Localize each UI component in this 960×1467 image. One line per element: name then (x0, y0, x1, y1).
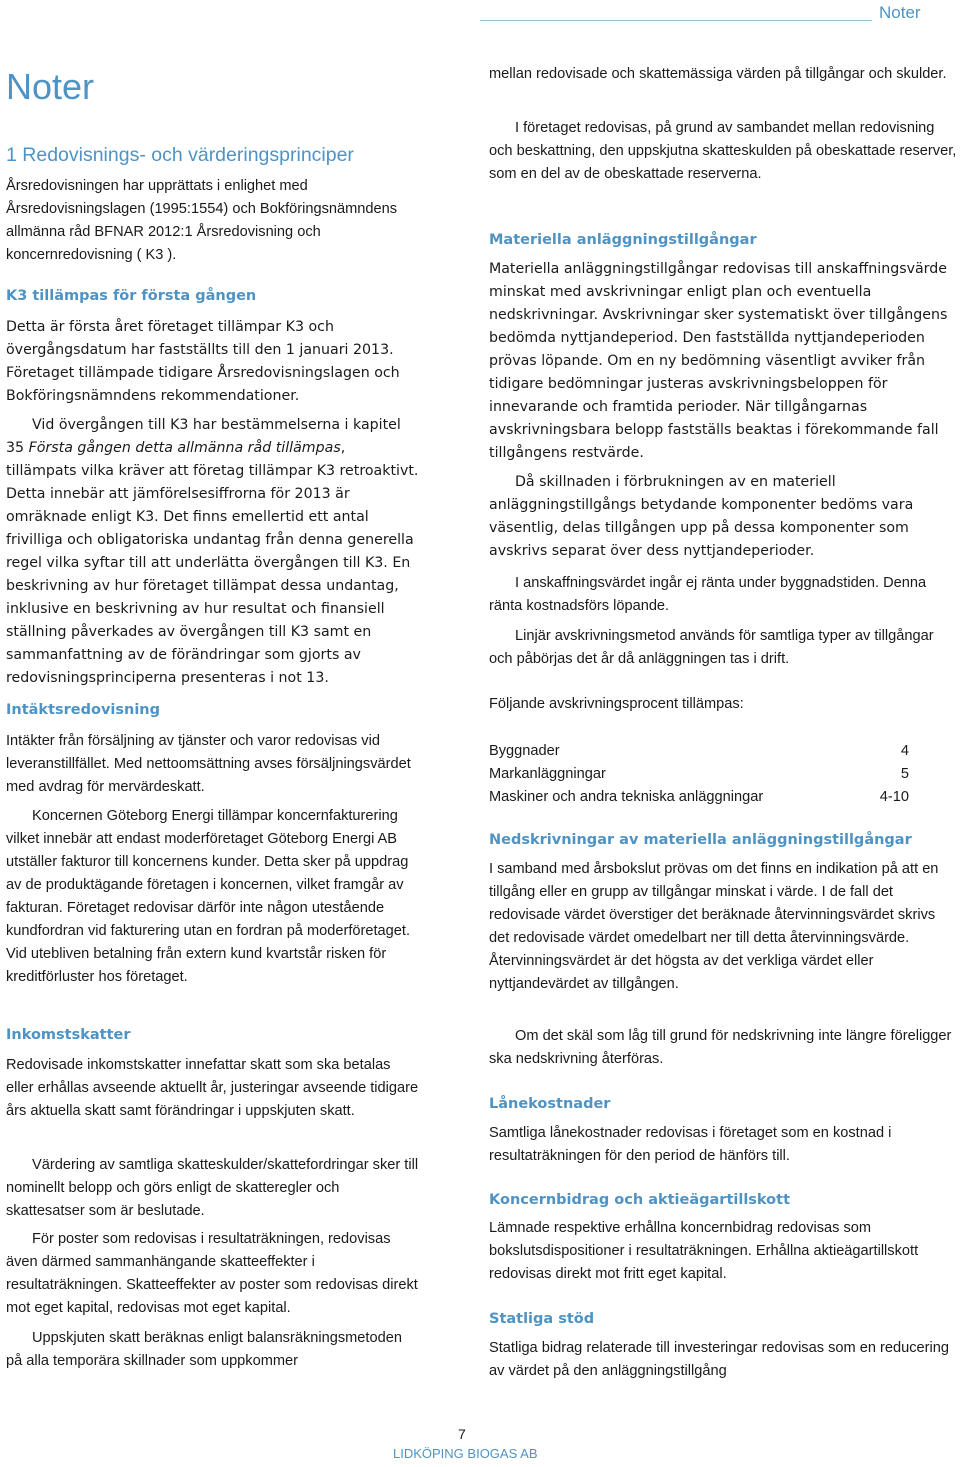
page-title: Noter (6, 66, 95, 107)
skatt-paragraph-4: Uppskjuten skatt beräknas enligt balansräkningsmetoden på alla temporära skillnader som uppkommer (6, 1330, 402, 1369)
table-row (489, 762, 909, 785)
k3-paragraph-1: Detta är första året företaget tillämpar K3 och övergångsdatum har fastställts till den 1 januari 2013. Företaget tillämpade tidigare Årsredovisningslagen och Bokföringsnämndens rekommendationer. (6, 319, 400, 404)
nedskrivning-paragraph-1: I samband med årsbokslut prövas om det finns en indikation på att en tillgång eller en grupp av tillgångar minskat i värde. I de fall det redovisade värdet överstiger det beräknade återvinningsvärdet skrivs det redovisade värdet omedelbart ner till detta återvinningsvärde. Återvinningsvärdet är det högsta av det verkliga värdet eller nyttjandevärdet av tillgången. (489, 861, 939, 992)
skatt-paragraph-2: Värdering av samtliga skatteskulder/skattefordringar sker till nominellt belopp och görs enligt de skatteregler och skattesatser som är beslutade. (6, 1157, 419, 1219)
statliga-heading: Statliga stöd (489, 1311, 595, 1327)
nedskrivning-paragraph-2: Om det skäl som låg till grund för nedskrivning inte längre föreligger ska nedskrivning återföras. (489, 1028, 952, 1067)
statliga-paragraph: Statliga bidrag relaterade till investeringar redovisas som en reducering av värdet på den anläggningstillgång (489, 1340, 949, 1379)
materiella-paragraph-2: Då skillnaden i förbrukningen av en materiell anläggningstillgångs betydande komponenter bedöms vara väsentlig, delas tillgången upp på dessa komponenter som avskrivs separat över dess nyttjandeperioder. (489, 474, 914, 559)
depreciation-table (489, 739, 909, 808)
rate-value: 4-10 (879, 788, 909, 805)
intakt-paragraph-2: Koncernen Göteborg Energi tillämpar koncernfakturering vilket innebär att endast moderföretaget Göteborg Energi AB utställer fakturor till koncernens kunder. Detta sker på uppdrag av de produktägande företagen i koncernen, vilket framgår av fakturan. Företaget redovisar därför inte någon utestående kundfordran vid fakturering utan en fordran på moderföretaget. Vid utebliven betalning från extern kund kvartstår risken för kreditförluster hos företaget. (6, 808, 411, 985)
intakt-paragraph-1: Intäkter från försäljning av tjänster och varor redovisas vid leveranstillfället. Med nettoomsättning avses försäljningsvärdet med avdrag för mervärdeskatt. (6, 733, 411, 795)
rate-value: 4 (900, 742, 909, 759)
continued-paragraph: mellan redovisade och skattemässiga värden på tillgångar och skulder. (489, 66, 947, 82)
k3-paragraph-2 (6, 414, 420, 690)
table-row (489, 785, 909, 808)
materiella-paragraph-1: Materiella anläggningstillgångar redovisas till anskaffningsvärde minskat med avskrivningar enligt plan och eventuella nedskrivningar. Avskrivningar sker systematiskt över tillgångens bedömda nyttjandeperiod. Den fastställda nyttjandeperioden prövas löpande. Om en ny bedömning väsentligt avviker från tidigare bedömningar justeras avskrivningsbeloppen för innevarande och framtida perioder. När tillgångarnas avskrivningsbara belopp fastställs beaktas i förekommande fall tillgångens restvärde. (489, 261, 948, 461)
k3-p2-italic: Första gången detta allmänna råd tillämpas (28, 440, 341, 456)
rate-label: Markanläggningar (489, 765, 606, 782)
reserve-paragraph: I företaget redovisas, på grund av sambandet mellan redovisning och beskattning, den uppskjutna skatteskulden på obeskattade reserver, som en del av de obeskattade reserverna. (489, 120, 957, 182)
table-row (489, 739, 909, 762)
k3-p2-text-a: Vid övergången till K3 har bestämmelserna i kapitel 35 (6, 417, 401, 456)
running-header: Noter (879, 3, 921, 22)
k3-p2-text-b: , tillämpats vilka kräver att företag tillämpar K3 retroaktivt. Detta innebär att jämförelsesiffrorna för 2013 är omräknade enligt K3. Det finns emellertid ett antal frivilliga och obligatoriska undantag från denna generella regel vilka syftar till att underlätta övergången till K3. En beskrivning av hur företaget tillämpat dessa undantag, inklusive en beskrivning av hur resultat och finansiell ställning påverkades av övergången till K3 samt en sammanfattning av de förändringar som gjorts av redovisningsprinciperna presenteras i not 13. (6, 440, 419, 686)
rates-intro: Följande avskrivningsprocent tillämpas: (489, 696, 744, 712)
company-name: LIDKÖPING BIOGAS AB (393, 1446, 538, 1461)
lanekostnader-paragraph: Samtliga lånekostnader redovisas i företaget som en kostnad i resultaträkningen för den period de hänförs till. (489, 1125, 892, 1164)
skatt-paragraph-3: För poster som redovisas i resultaträkningen, redovisas även därmed sammanhängande skatteeffekter i resultaträkningen. Skatteeffekter av poster som redovisas direkt mot eget kapital, redovisas mot eget kapital. (6, 1231, 418, 1316)
k3-heading: K3 tillämpas för första gången (6, 288, 257, 304)
skatt-heading: Inkomstskatter (6, 1027, 131, 1043)
koncernbidrag-heading: Koncernbidrag och aktieägartillskott (489, 1192, 791, 1208)
page-number: 7 (458, 1426, 466, 1442)
skatt-paragraph-1: Redovisade inkomstskatter innefattar skatt som ska betalas eller erhållas avseende aktuellt år, justeringar avseende tidigare års aktuella skatt samt förändringar i uppskjuten skatt. (6, 1057, 419, 1119)
intro-paragraph: Årsredovisningen har upprättats i enlighet med Årsredovisningslagen (1995:1554) och Bokföringsnämndens allmänna råd BFNAR 2012:1 Årsredovisning och koncernredovisning ( K3 ). (6, 178, 398, 263)
materiella-paragraph-4: Linjär avskrivningsmetod används för samtliga typer av tillgångar och påbörjas det år då anläggningen tas i drift. (489, 628, 934, 667)
nedskrivning-heading: Nedskrivningar av materiella anläggningstillgångar (489, 832, 912, 848)
rate-label: Byggnader (489, 742, 560, 759)
materiella-heading: Materiella anläggningstillgångar (489, 232, 757, 248)
section-heading: 1 Redovisnings- och värderingsprinciper (6, 144, 354, 166)
materiella-paragraph-3: I anskaffningsvärdet ingår ej ränta under byggnadstiden. Denna ränta kostnadsförs löpande. (489, 575, 927, 614)
lanekostnader-heading: Lånekostnader (489, 1096, 611, 1112)
intakt-heading: Intäktsredovisning (6, 702, 161, 718)
rate-label: Maskiner och andra tekniska anläggningar (489, 788, 764, 805)
koncernbidrag-paragraph: Lämnade respektive erhållna koncernbidrag redovisas som bokslutsdispositioner i resultaträkningen. Erhållna aktieägartillskott redovisas direkt mot fritt eget kapital. (489, 1220, 919, 1282)
header-rule (480, 20, 872, 21)
rate-value: 5 (900, 765, 909, 782)
